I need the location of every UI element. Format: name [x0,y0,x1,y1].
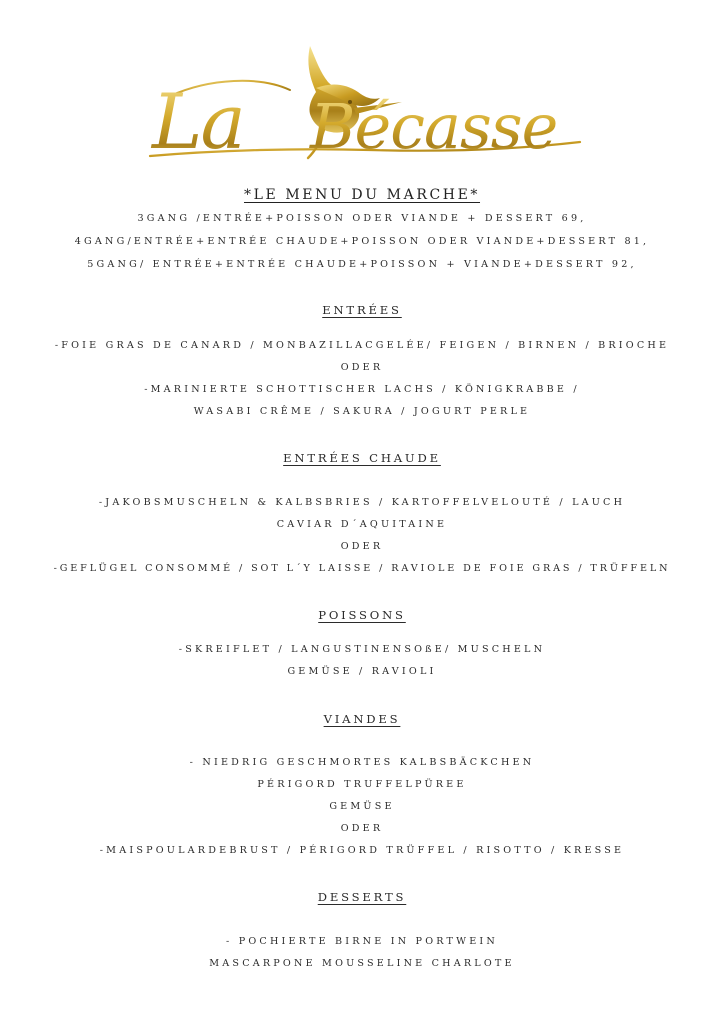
dish-line: MASCARPONE MOUSSELINE CHARLOTE [209,958,515,969]
dish-line: CAVIAR D´AQUITAINE [276,519,448,530]
menu-title: *LE MENU DU MARCHE* [243,187,481,203]
menu-option-3gang: 3GANG /ENTRÉE+POISSON ODER VIANDE + DESSERT 69, [137,213,587,224]
dish-line: - NIEDRIG GESCHMORTES KALBSBÄCKCHEN [189,757,535,768]
section-heading-desserts: DESSERTS [317,890,407,904]
dish-line: -JAKOBSMUSCHELN & KALBSBRIES / KARTOFFELVELOUTÉ / LAUCH [98,497,626,508]
dish-line: ODER [340,362,384,373]
section-heading-entrees-chaude: ENTRÉES CHAUDE [283,451,441,465]
dish-line: -GEFLÜGEL CONSOMMÉ / SOT L´Y LAISSE / RAVIOLE DE FOIE GRAS / TRÜFFELN [53,563,671,574]
dish-line: ODER [340,541,384,552]
section-heading-entrees: ENTRÉES [322,303,402,317]
section-heading-poissons: POISSONS [318,608,406,622]
dish-line: -SKREIFLET / LANGUSTINENSOßE/ MUSCHELN [178,644,546,655]
dish-line: -FOIE GRAS DE CANARD / MONBAZILLACGELÉE/ FEIGEN / BIRNEN / BRIOCHE [54,340,670,351]
dish-line: GEMÜSE / RAVIOLI [287,666,437,677]
dish-line: -MAISPOULARDEBRUST / PÉRIGORD TRÜFFEL / RISOTTO / KRESSE [99,845,625,856]
la-becasse-logo [140,38,590,168]
section-heading-viandes: VIANDES [323,712,401,726]
logo-text-becasse: Bécasse [310,90,558,163]
dish-line: GEMÜSE [329,801,395,812]
dish-line: - POCHIERTE BIRNE IN PORTWEIN [226,936,498,947]
dish-line: ODER [340,823,384,834]
dish-line: -MARINIERTE SCHOTTISCHER LACHS / KÖNIGKRABBE / [144,384,580,395]
menu-option-4gang: 4GANG/ENTRÉE+ENTRÉE CHAUDE+POISSON ODER VIANDE+DESSERT 81, [74,236,650,247]
menu-option-5gang: 5GANG/ ENTRÉE+ENTRÉE CHAUDE+POISSON + VIANDE+DESSERT 92, [87,259,637,270]
logo-text-la: La [152,77,244,166]
dish-line: WASABI CRÊME / SAKURA / JOGURT PERLE [193,406,531,417]
dish-line: PÉRIGORD TRUFFELPÜREE [257,779,467,790]
